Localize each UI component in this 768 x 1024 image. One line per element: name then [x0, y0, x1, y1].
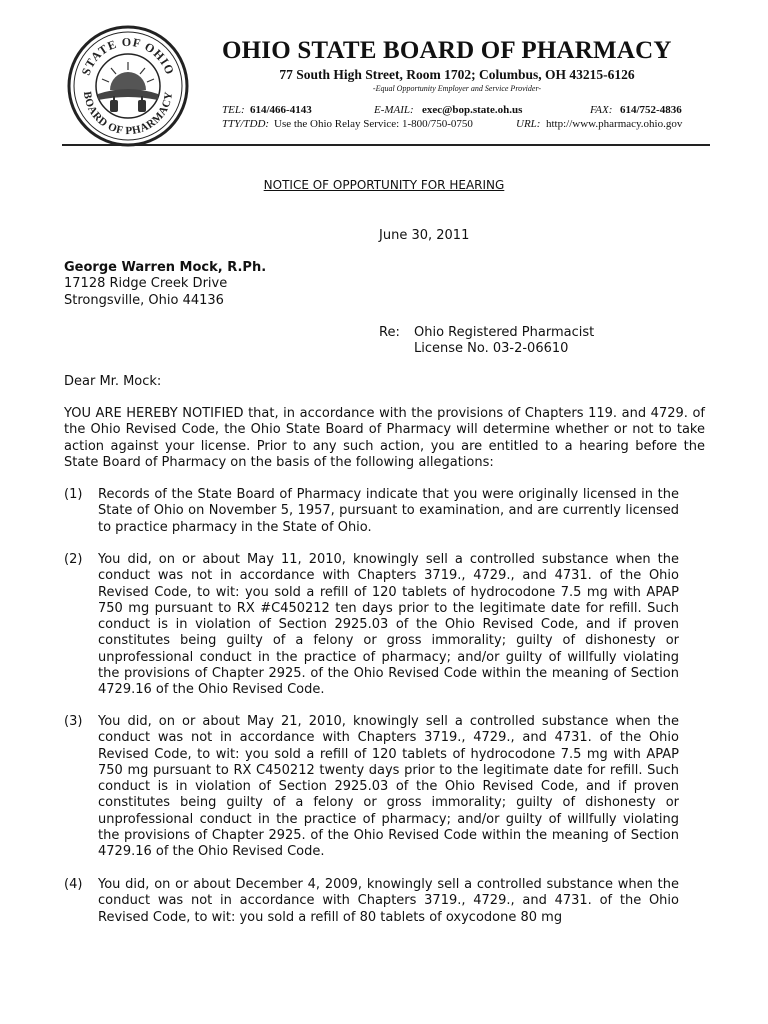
re-label: Re:: [379, 325, 400, 340]
tel-number: 614/466-4143: [250, 104, 312, 116]
tel-label: TEL:: [222, 104, 245, 116]
seal-text-bottom: BOARD OF PHARMACY: [80, 90, 176, 138]
letterhead-address: 77 South High Street, Room 1702; Columbus, OH 43215-6126: [279, 67, 635, 82]
re-line-2: License No. 03-2-06610: [414, 341, 569, 357]
seal-text-top: STATE OF OHIO: [78, 34, 178, 78]
intro-paragraph: YOU ARE HEREBY NOTIFIED that, in accordance with the provisions of Chapters 119. and 4729. of the Ohio Revised Code, the Ohio State Board of Pharmacy will determine whether or not to take action against your license. Prior to any such action, you are entitled to a hearing before the State Board of Pharmacy on the basis of the following allegations:: [64, 406, 705, 470]
fax-label: FAX:: [590, 104, 613, 116]
re-line-1: Ohio Registered Pharmacist: [414, 325, 595, 340]
recipient-name: George Warren Mock, R.Ph.: [64, 260, 267, 275]
allegation-number: (1): [64, 487, 83, 502]
board-seal: [66, 24, 190, 148]
recipient-city: Strongsville, Ohio 44136: [64, 292, 224, 308]
seal-emblem-icon: [98, 62, 158, 112]
website-url[interactable]: http://www.pharmacy.ohio.gov: [546, 118, 683, 130]
contact-row-2: [222, 118, 692, 132]
allegation-text: Records of the State Board of Pharmacy indicate that you were originally licensed in the State of Ohio on November 5, 1957, pursuant to examination, and are currently licensed to practice pharmacy in the State of Ohio.: [98, 487, 679, 535]
re-subject: [414, 325, 594, 358]
recipient-address: [64, 260, 266, 309]
salutation: Dear Mr. Mock:: [64, 374, 162, 389]
fax-number: 614/752-4836: [620, 104, 682, 116]
allegation-number: (4): [64, 877, 83, 892]
allegation-text: You did, on or about December 4, 2009, knowingly sell a controlled substance when the conduct was not in accordance with Chapters 3719., 4729., and 4731. of the Ohio Revised Code, to wit: you sold a refill of 80 tablets of oxycodone 80 mg: [98, 877, 679, 925]
contact-row-1: [222, 104, 692, 118]
letterhead-title: OHIO STATE BOARD OF PHARMACY: [222, 37, 672, 64]
allegation-text: You did, on or about May 21, 2010, knowingly sell a controlled substance when the conduct was not in accordance with Chapters 3719., 4729., and 4731. of the Ohio Revised Code, to wit: you sold a refill of 120 tablets of hydrocodone 7.5 mg with APAP 750 mg pursuant to RX C450212 twenty days prior to the legitimate date for refill. Such conduct is in violation of Section 2925.03 of the Ohio Revised Code, and if proven constitutes being guilty of a felony or gross immorality; guilty of dishonesty or unprofessional conduct in the practice of pharmacy; and/or guilty of willfully violating the provisions of Chapter 2925. of the Ohio Revised Code within the meaning of Section 4729.16 of the Ohio Revised Code.: [98, 714, 679, 860]
svg-text:BOARD OF PHARMACY: [81, 91, 175, 137]
allegation-text: You did, on or about May 11, 2010, knowingly sell a controlled substance when the conduct was not in accordance with Chapters 3719., 4729., and 4731. of the Ohio Revised Code, to wit: you sold a refill of 120 tablets of hydrocodone 7.5 mg with APAP 750 mg pursuant to RX #C450212 ten days prior to the legitimate date for refill. Such conduct is in violation of Section 2925.03 of the Ohio Revised Code, and if proven constitutes being guilty of a felony or gross immorality; guilty of dishonesty or unprofessional conduct in the practice of pharmacy; and/or guilty of willfully violating the provisions of Chapter 2925. of the Ohio Revised Code within the meaning of Section 4729.16 of the Ohio Revised Code.: [98, 552, 679, 698]
svg-text:STATE OF OHIO: [79, 35, 178, 77]
email-label: E-MAIL:: [374, 104, 414, 116]
url-label: URL:: [516, 118, 541, 130]
tty-label: TTY/TDD:: [222, 118, 270, 130]
notice-date: June 30, 2011: [379, 228, 470, 243]
tty-text: Use the Ohio Relay Service: 1-800/750-0750: [274, 118, 473, 130]
email-address[interactable]: exec@bop.state.oh.us: [422, 104, 523, 116]
letterhead-rule: [62, 144, 710, 146]
allegation-number: (2): [64, 552, 83, 567]
allegation-number: (3): [64, 714, 83, 729]
notice-title: NOTICE OF OPPORTUNITY FOR HEARING: [263, 178, 505, 192]
equal-opportunity-line: -Equal Opportunity Employer and Service Provider-: [372, 84, 542, 93]
recipient-street: 17128 Ridge Creek Drive: [64, 276, 228, 292]
